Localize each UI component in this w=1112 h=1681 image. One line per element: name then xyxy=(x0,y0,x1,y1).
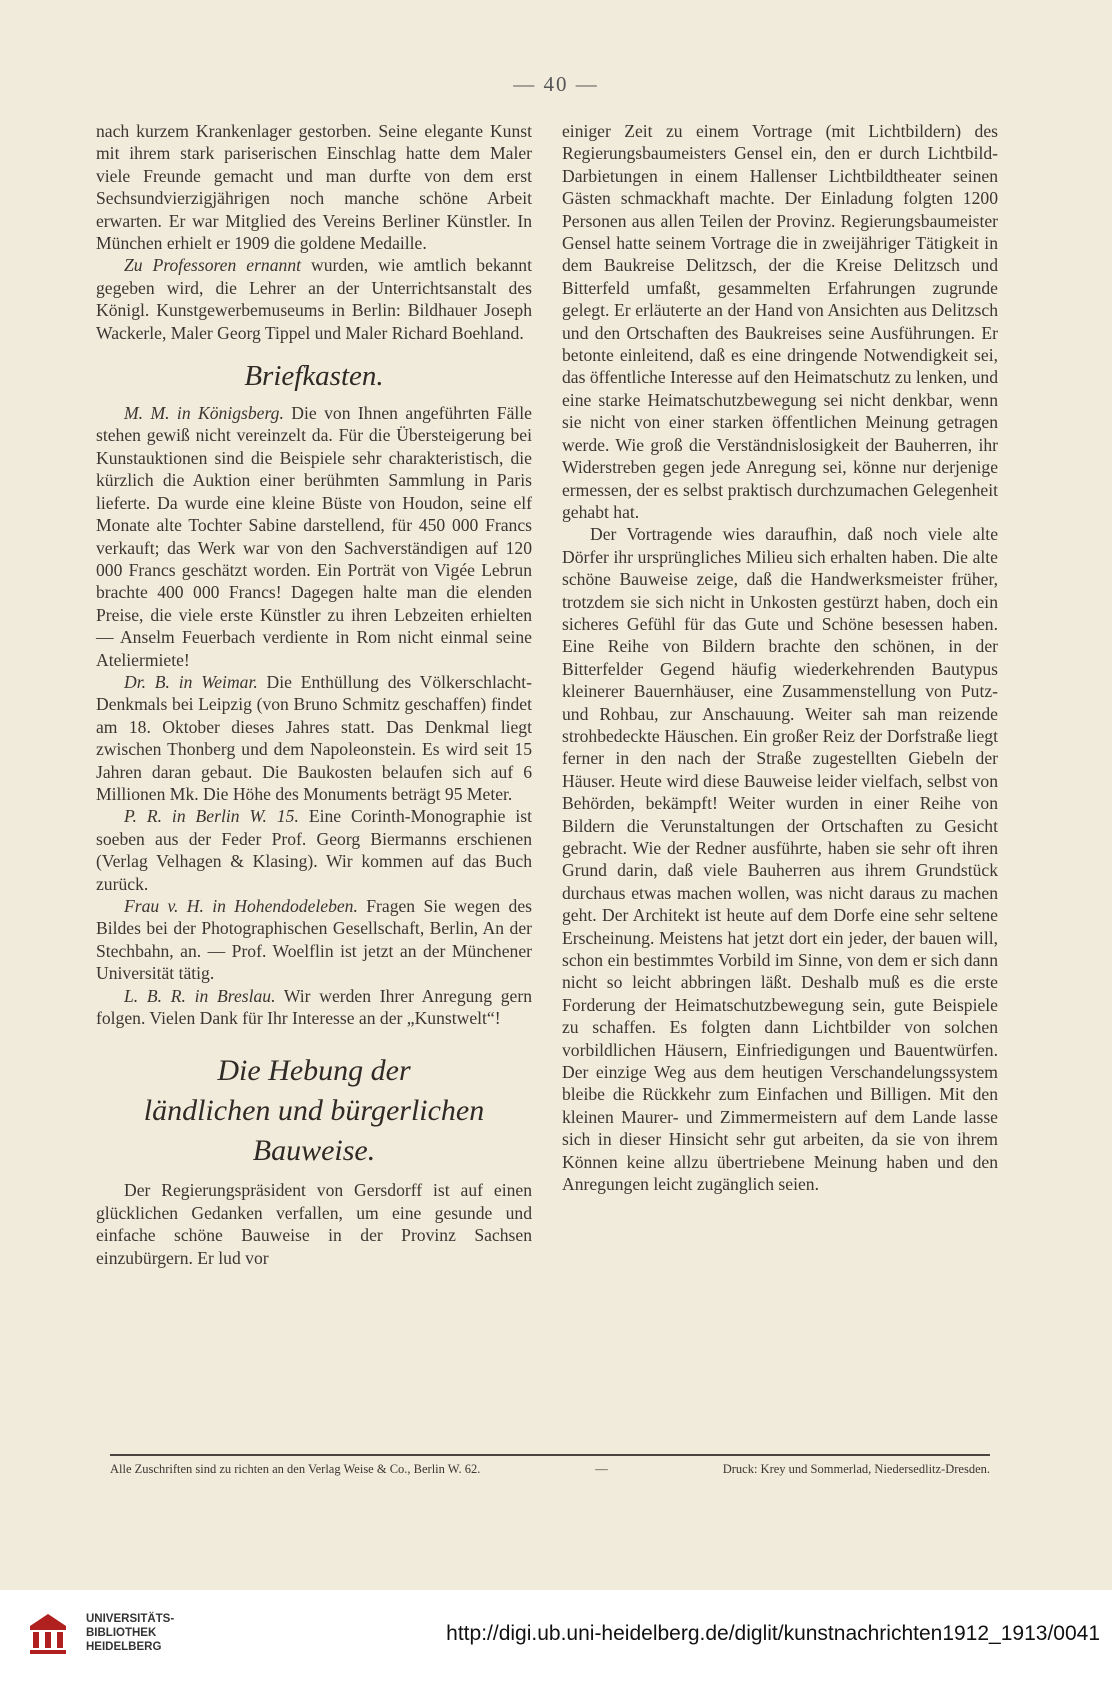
letter-koenigsberg-text: Die von Ihnen angeführten Fälle stehen gewiß nicht vereinzelt da. Für die Übersteigerung bei Kunstauktionen sind die Beispiele sehr charakteristisch, die kürzlich die Auktion einer berühmten Sammlung in Paris lieferte. Da wurde eine kleine Büste von Houdon, seine elf Monate alte Tochter Sabine darstellend, für 450 000 Francs verkauft; das Werk war von den Sachverständigen auf 120 000 Francs geschätzt worden. Ein Porträt von Vigée Lebrun brachte 400 000 Francs! Dagegen halte man die elenden Preise, die viele erste Künstler zu ihren Lebzeiten erhielten — Anselm Feuerbach verdiente in Rom nicht einmal seine Ateliermiete! xyxy=(96,403,532,670)
heidelberg-library-logo-icon xyxy=(24,1610,72,1658)
letter-berlin-lead: P. R. in Berlin W. 15. xyxy=(124,806,299,827)
briefkasten-heading: Briefkasten. xyxy=(244,360,384,393)
footer-dash: — xyxy=(595,1462,608,1476)
hebung-heading xyxy=(96,1051,532,1171)
library-name xyxy=(86,1612,174,1654)
obituary-paragraph: nach kurzem Krankenlager gestorben. Seine elegante Kunst mit ihrem stark pariserischen Einschlag hatte dem Maler viele Freunde gemacht und man durfte von dem erst Sechsundvierzigjährigen noch manche schöne Arbeit erwarten. Er war Mitglied des Vereins Berliner Künstler. In München erhielt er 1909 die goldene Medaille. xyxy=(96,121,532,254)
publisher-footer xyxy=(110,1462,990,1477)
footer-rule xyxy=(110,1454,990,1456)
letter-breslau-lead: L. B. R. in Breslau. xyxy=(124,985,276,1006)
letter-breslau-text: Wir werden Ihrer Anregung gern folgen. Vielen Dank für Ihr Interesse an der „Kunstwelt“! xyxy=(96,985,533,1029)
speaker-paragraph: Der Vortragende wies daraufhin, daß noch viele alte Dörfer ihr ursprüngliches Milieu sich erhalten haben. Die alte schöne Bauweise zeige, daß die Handwerksmeister früher, trotzdem sie sich nicht in Unkosten gestürzt haben, doch ein sicheres Gefühl für das Gute und Schöne besessen haben. Eine Reihe von Bildern brachte den schönen, in der Bitterfelder Gegend häufig wiederkehrenden Bautypus kleinerer Bauernhäuser, eine Zusammenstellung von Putz- und Rohbau, zur Anschauung. Weiter sah man reizende strohbedeckte Häuschen. Ein großer Reiz der Dorfstraße liegt ferner in den nach der Straße zugestellten Giebeln der Häuser. Heute wird diese Bauweise leider vielfach, selbst von Behörden, bekämpft! Weiter wurden in einer Reihe von Bildern die Verunstaltungen der Ortschaften zu Gesicht gebracht. Wie der Redner ausführte, haben sie sehr oft ihren Grund darin, daß viele Bauherren aus ihrem Grundstück durchaus etwas machen wollen, was nicht daraus zu machen geht. Der Architekt ist heute auf dem Dorfe eine sehr seltene Erscheinung. Meistens hat jetzt dort ein jeder, der bauen will, schon ein bestimmtes Vorbild im Sinne, von dem er sich dann nicht so leicht abbringen läßt. Deshalb muß es die erste Forderung der Heimatschutzbewegung sein, gute Beispiele zu schaffen. Es folgten dann Lichtbilder von solchen vorbildlichen Häusern, Einfriedigungen und Bauentwürfen. Der einzige Weg aus dem heutigen Verschandelungssystem bleibe die Rückkehr zum Einfachen und Billigen. Mit den kleinen Maurer- und Zimmermeistern auf dem Lande lasse sich in dieser Hinsicht sehr gut arbeiten, da sie von ihrem Können keine allzu übertriebene Meinung haben und den Anregungen leicht zugänglich seien. xyxy=(562,524,998,1195)
hebung-heading-line1: Die Hebung der xyxy=(217,1054,411,1088)
letter-koenigsberg xyxy=(96,402,532,671)
letter-koenigsberg-lead: M. M. in Königsberg. xyxy=(124,403,284,424)
library-name-line2: BIBLIOTHEK xyxy=(86,1627,157,1639)
right-column xyxy=(562,120,998,1196)
professors-paragraph xyxy=(96,254,532,344)
letter-hohendodeleben-text: Fragen Sie wegen des Bildes bei der Photographischen Gesellschaft, Berlin, An der Stechbahn, an. — Prof. Woelflin ist jetzt an der Münchener Universität tätig. xyxy=(96,896,532,984)
source-url[interactable]: http://digi.ub.uni-heidelberg.de/diglit/kunstnachrichten1912_1913/0041 xyxy=(446,1622,1100,1645)
left-column xyxy=(96,120,532,1269)
hebung-heading-line2: ländlichen und bürgerlichen Bauweise. xyxy=(143,1094,485,1168)
letter-weimar xyxy=(96,671,532,805)
footer-publisher: Alle Zuschriften sind zu richten an den Verlag Weise & Co., Berlin W. 62. xyxy=(110,1462,481,1476)
letter-berlin xyxy=(96,805,532,895)
professors-text: wurden, wie amtlich bekannt gegeben wird, die Lehrer an der Unterrichtsanstalt des Königl. Kunstgewerbemuseums in Berlin: Bildhauer Joseph Wackerle, Maler Georg Tippel und Maler Richard Boehland. xyxy=(96,255,532,343)
page-number: — 40 — xyxy=(513,72,599,96)
letter-berlin-text: Eine Corinth-Monographie ist soeben aus der Feder Prof. Georg Biermanns erschienen (Verlag Velhagen & Klasing). Wir kommen auf das Buch zurück. xyxy=(96,806,533,894)
hebung-paragraph: Der Regierungspräsident von Gersdorff ist auf einen glücklichen Gedanken verfallen, um eine gesunde und einfache schöne Bauweise in der Provinz Sachsen einzubürgern. Er lud vor xyxy=(96,1180,532,1268)
footer-printer: Druck: Krey und Sommerlad, Niedersedlitz-Dresden. xyxy=(722,1462,990,1476)
lecture-paragraph: einiger Zeit zu einem Vortrage (mit Lichtbildern) des Regierungsbaumeisters Gensel ein, den er durch Lichtbild-Darbietungen in einem Hallenser Lichtbildtheater seinen Gästen schmackhaft machte. Der Einladung folgten 1200 Personen aus allen Teilen der Provinz. Regierungsbaumeister Gensel hatte seinem Vortrage die in zweijähriger Tätigkeit in dem Baukreise Delitzsch, der die Kreise Delitzsch und Bitterfeld umfaßt, gesammelten Erfahrungen zugrunde gelegt. Er erläuterte an der Hand von Ansichten aus Delitzsch und den Ortschaften des Baukreises seine Ausführungen. Er betonte einleitend, daß es eine dringende Notwendigkeit sei, das öffentliche Interesse auf den Heimatschutz zu lenken, und eine starke Heimatschutzbewegung sei nicht denkbar, wenn sie nicht von einer starken öffentlichen Meinung getragen werde. Wie groß die Verständnislosigkeit der Bauherren, ihr Widerstreben gegen jede Anregung sei, könne nur derjenige ermessen, der es selbst praktisch durchzumachen Gelegenheit gehabt hat. xyxy=(562,121,998,522)
letter-weimar-lead: Dr. B. in Weimar. xyxy=(124,671,258,692)
letter-weimar-text: Die Enthüllung des Völkerschlacht-Denkmals bei Leipzig (von Bruno Schmitz geschaffen) findet am 18. Oktober dieses Jahres statt. Das Denkmal liegt zwischen Thonberg und dem Napoleonstein. Es wird seit 15 Jahren daran gebaut. Die Baukosten belaufen sich auf 6 Millionen Mk. Die Höhe des Monuments beträgt 95 Meter. xyxy=(96,671,533,804)
library-name-line1: UNIVERSITÄTS- xyxy=(86,1613,175,1625)
professors-lead: Zu Professoren ernannt xyxy=(124,255,302,276)
library-name-line3: HEIDELBERG xyxy=(86,1641,162,1653)
letter-hohendodeleben xyxy=(96,895,532,985)
letter-breslau xyxy=(96,985,532,1030)
letter-hohendodeleben-lead: Frau v. H. in Hohendodeleben. xyxy=(124,896,358,916)
